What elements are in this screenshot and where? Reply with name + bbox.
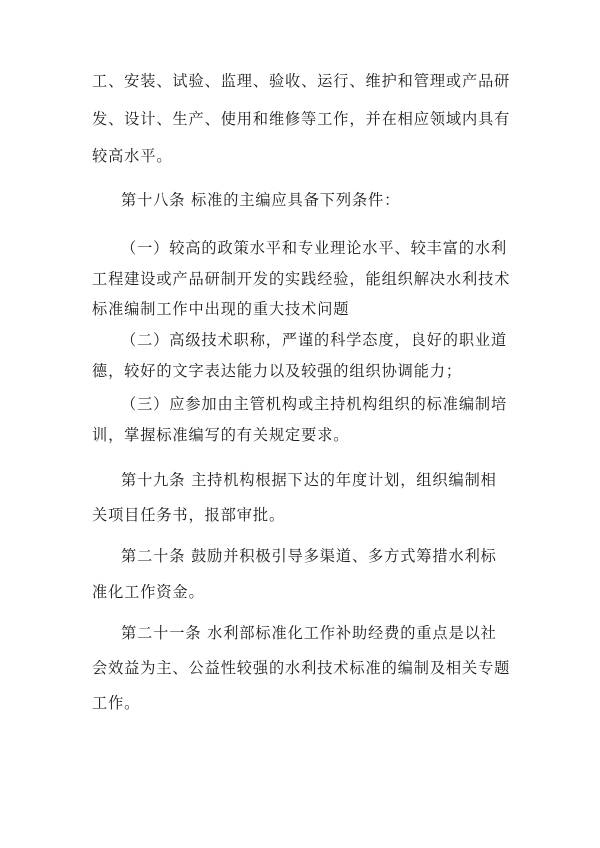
paragraph-line: 较高水平。 (92, 147, 173, 165)
paragraph-line: 发、设计、生产、使用和维修等工作，并在相应领域内具有 (92, 110, 511, 128)
item-2-line: （二）高级技术职称，严谨的科学态度，良好的职业道 (121, 331, 508, 349)
item-1-line: 工程建设或产品研制开发的实践经验，能组织解决水利技术 (92, 270, 511, 288)
article-19-line: 关项目任务书，报部审批。 (92, 506, 286, 524)
article-21-line: 会效益为主、公益性较强的水利技术标准的编制及相关专题 (92, 659, 511, 677)
item-3-line: 训，掌握标准编写的有关规定要求。 (92, 426, 350, 444)
article-21-line: 工作。 (92, 694, 141, 712)
article-19-line: 第十九条 主持机构根据下达的年度计划，组织编制相 (121, 471, 497, 489)
article-18-heading: 第十八条 标准的主编应具备下列条件： (121, 191, 401, 209)
item-1-line: 标准编制工作中出现的重大技术问题 (92, 300, 350, 318)
paragraph-line: 工、安装、试验、监理、验收、运行、维护和管理或产品研 (92, 72, 511, 90)
item-3-line: （三）应参加由主管机构或主持机构组织的标准编制培 (121, 395, 508, 413)
item-1-line: （一）较高的政策水平和专业理论水平、较丰富的水利 (121, 239, 508, 257)
item-2-line: 德，较好的文字表达能力以及较强的组织协调能力； (92, 362, 463, 380)
article-21-line: 第二十一条 水利部标准化工作补助经费的重点是以社 (121, 624, 497, 642)
article-20-line: 准化工作资金。 (92, 583, 205, 601)
article-20-line: 第二十条 鼓励并积极引导多渠道、多方式筹措水利标 (121, 547, 497, 565)
